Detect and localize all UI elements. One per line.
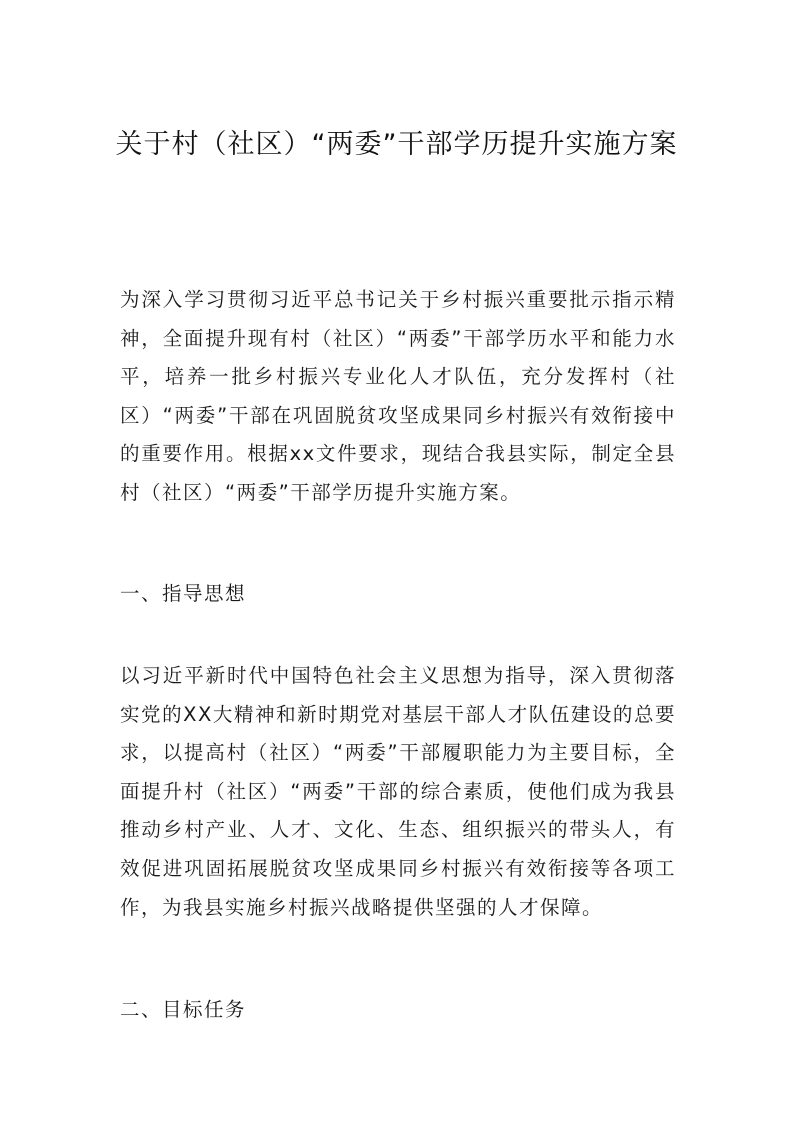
- section-heading-goals-tasks: 二、目标任务: [120, 998, 247, 1021]
- section-heading-guiding-ideology: 一、指导思想: [120, 582, 247, 605]
- guiding-ideology-paragraph: 以习近平新时代中国特色社会主义思想为指导，深入贯彻落实党的XX大精神和新时期党对基层干部人才队伍建设的总要求，以提高村（社区）“两委”干部履职能力为主要目标，全面提升村（社区）“两委”干部的综合素质，使他们成为我县推动乡村产业、人才、文化、生态、组织振兴的带头人，有效促进巩固拓展脱贫攻坚成果同乡村振兴有效衔接等各项工作，为我县实施乡村振兴战略提供坚强的人才保障。: [120, 664, 676, 919]
- document-title: 关于村（社区）“两委”干部学历提升实施方案: [115, 129, 678, 160]
- intro-paragraph: 为深入学习贯彻习近平总书记关于乡村振兴重要批示指示精神，全面提升现有村（社区）“两委”干部学历水平和能力水平，培养一批乡村振兴专业化人才队伍，充分发挥村（社区）“两委”干部在巩固脱贫攻坚成果同乡村振兴有效衔接中的重要作用。根据xx文件要求，现结合我县实际，制定全县村（社区）“两委”干部学历提升实施方案。: [120, 288, 676, 504]
